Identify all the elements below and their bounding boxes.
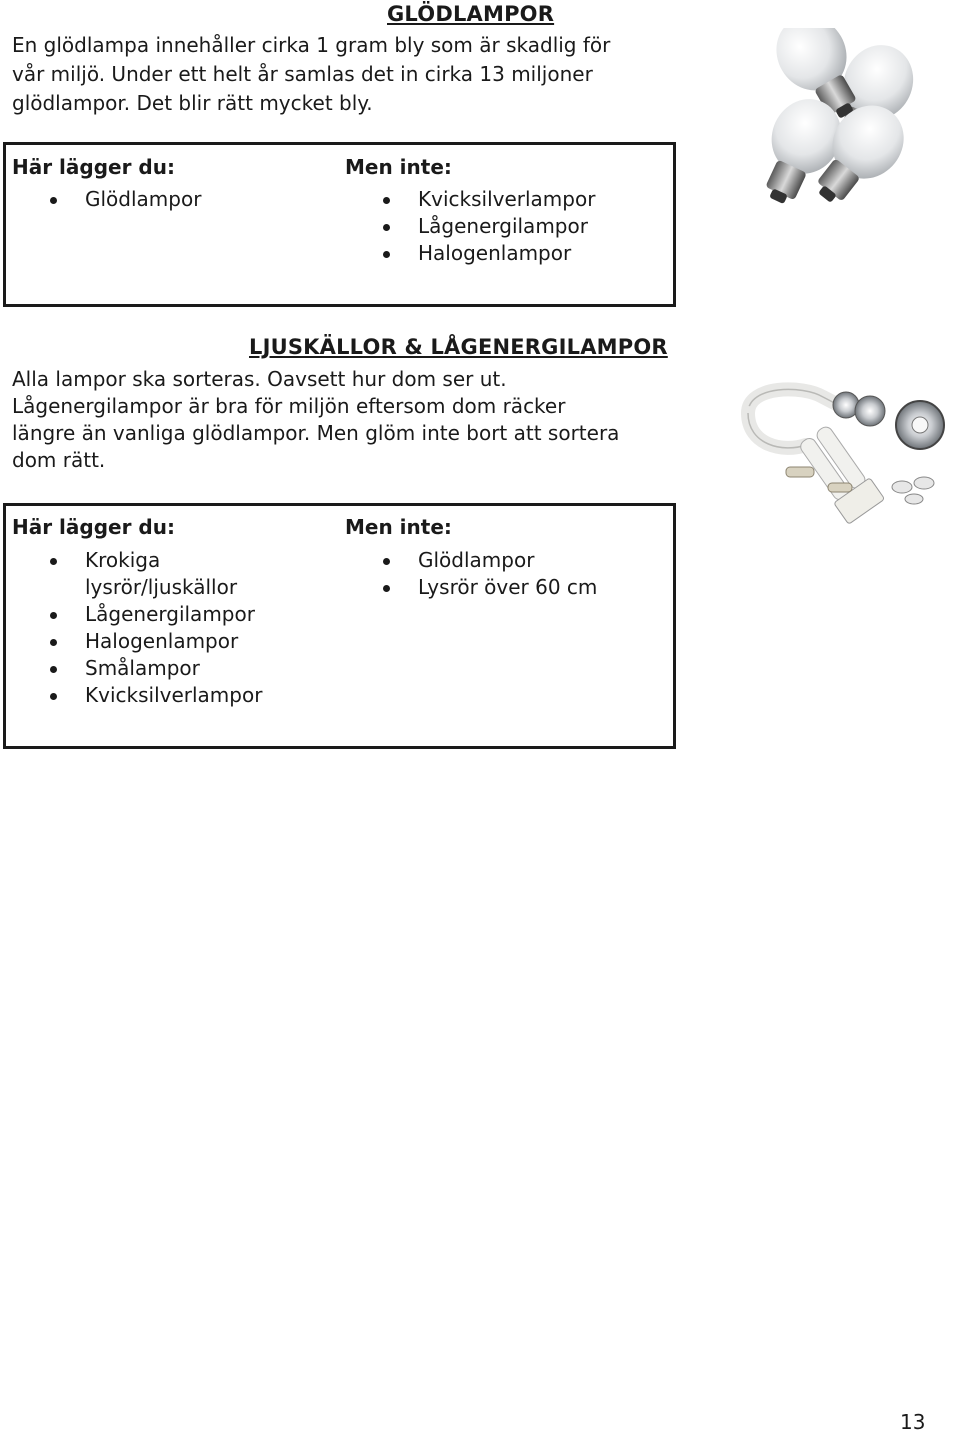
right-column-heading: Men inte:: [345, 515, 452, 539]
paragraph-line: längre än vanliga glödlampor. Men glöm inte bort att sortera: [12, 421, 620, 445]
page-number: 13: [900, 1410, 926, 1434]
accepted-items-list: [85, 186, 201, 213]
list-item: Glödlampor: [418, 547, 597, 574]
bullet-icon: [383, 585, 390, 592]
bullet-icon: [50, 639, 57, 646]
light-bulbs-image: [716, 28, 958, 228]
bullet-icon: [50, 666, 57, 673]
rejected-items-list: [418, 547, 597, 601]
paragraph-line: glödlampor. Det blir rätt mycket bly.: [12, 91, 373, 115]
list-item: Lysrör över 60 cm: [418, 574, 597, 601]
bullet-icon: [50, 612, 57, 619]
paragraph-line: Alla lampor ska sorteras. Oavsett hur dom ser ut.: [12, 367, 507, 391]
section-title-ljuskallor: LJUSKÄLLOR & LÅGENERGILAMPOR: [249, 335, 668, 359]
list-item: Lågenergilampor: [85, 601, 262, 628]
section1-paragraph: [12, 31, 712, 118]
paragraph-line: Lågenergilampor är bra för miljön eftersom dom räcker: [12, 394, 566, 418]
bullet-icon: [50, 558, 57, 565]
section2-paragraph: [12, 366, 712, 474]
section-title-glodlampor: GLÖDLAMPOR: [387, 2, 555, 26]
list-item: Krokiga: [85, 547, 262, 574]
accepted-items-list: [85, 547, 262, 709]
list-item: Kvicksilverlampor: [85, 682, 262, 709]
list-item: Kvicksilverlampor: [418, 186, 595, 213]
bullet-icon: [383, 224, 390, 231]
energy-saving-lamps-image: [728, 375, 948, 540]
list-item: Halogenlampor: [418, 240, 595, 267]
bullet-icon: [50, 197, 57, 204]
bullet-icon: [50, 693, 57, 700]
bullet-icon: [383, 197, 390, 204]
list-item: Lågenergilampor: [418, 213, 595, 240]
bullet-icon: [383, 251, 390, 258]
list-item: Smålampor: [85, 655, 262, 682]
paragraph-line: vår miljö. Under ett helt år samlas det in cirka 13 miljoner: [12, 62, 593, 86]
list-item: Glödlampor: [85, 186, 201, 213]
list-item: Halogenlampor: [85, 628, 262, 655]
paragraph-line: En glödlampa innehåller cirka 1 gram bly som är skadlig för: [12, 33, 611, 57]
list-item-continuation: lysrör/ljuskällor: [85, 575, 238, 599]
bullet-icon: [383, 558, 390, 565]
left-column-heading: Här lägger du:: [12, 515, 175, 539]
rejected-items-list: [418, 186, 595, 267]
paragraph-line: dom rätt.: [12, 448, 106, 472]
left-column-heading: Här lägger du:: [12, 155, 175, 179]
right-column-heading: Men inte:: [345, 155, 452, 179]
